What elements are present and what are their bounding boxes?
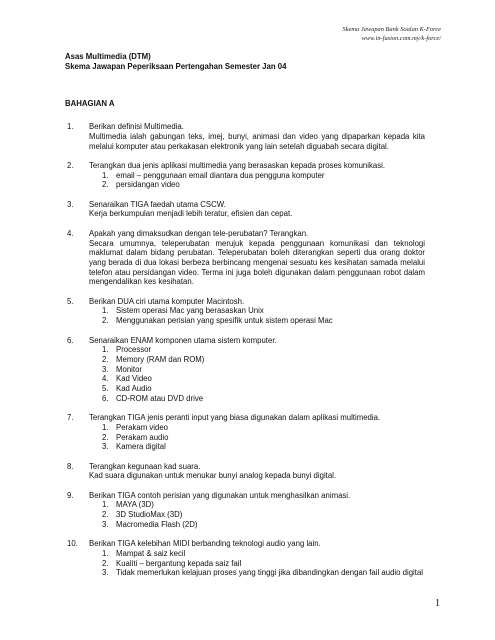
question-body xyxy=(89,491,425,530)
answer-list-item: 2. Perakam audio xyxy=(89,433,425,443)
answer-list xyxy=(89,306,425,325)
answer-item-text: Monitor xyxy=(116,364,142,374)
answer-list-item: 6. CD-ROM atau DVD drive xyxy=(89,394,425,404)
question-text: Terangkan dua jenis aplikasi multimedia yang berasaskan kepada proses komunikasi. xyxy=(89,160,386,170)
question-text: Terangkan TIGA jenis peranti input yang biasa digunakan dalam aplikasi multimedia. xyxy=(89,413,381,423)
question-item xyxy=(65,413,425,452)
answer-list xyxy=(89,171,425,190)
question-number: 6. xyxy=(67,335,74,345)
answer-item-text: 3D StudioMax (3D) xyxy=(116,510,183,520)
question-number: 2. xyxy=(67,160,74,170)
answer-list-item: 4. Kad Video xyxy=(89,374,425,384)
answer-text: Multimedia ialah gabungan teks, imej, bunyi, animasi dan video yang dipaparkan kepada kita melalui komputer atau perkakasan elektronik yang lain setelah diguabah secara digital. xyxy=(89,131,425,151)
answer-item-text: CD-ROM atau DVD drive xyxy=(116,393,204,403)
question-number: 3. xyxy=(67,199,74,209)
question-item xyxy=(65,122,425,151)
question-number: 8. xyxy=(67,461,74,471)
answer-item-text: Processor xyxy=(116,345,152,355)
answer-item-text: Memory (RAM dan ROM) xyxy=(116,354,205,364)
question-item xyxy=(65,539,425,578)
question-text: Berikan TIGA kelebihan MIDI berbanding teknologi audio yang lain. xyxy=(89,539,321,549)
header-line-1: Skema Jawapan Bank Soalan K-Force xyxy=(342,26,441,33)
page-header xyxy=(343,25,441,43)
answer-list-item: 3. Macromedia Flash (2D) xyxy=(89,520,425,530)
answer-item-text: Kad Audio xyxy=(116,384,152,394)
document-body xyxy=(65,52,425,588)
question-body xyxy=(89,336,425,404)
answer-item-text: Perakam audio xyxy=(116,432,169,442)
question-text: Berikan DUA ciri utama komputer Macintosh. xyxy=(89,296,245,306)
question-text: Terangkan kegunaan kad suara. xyxy=(89,461,201,471)
question-body xyxy=(89,462,425,481)
document-title: Asas Multimedia (DTM) xyxy=(65,52,151,61)
answer-list-item: 1. Processor xyxy=(89,345,425,355)
question-list xyxy=(65,122,425,578)
answer-item-text: Menggunakan perisian yang spesifik untuk sistem operasi Mac xyxy=(116,316,333,326)
answer-list-item: 5. Kad Audio xyxy=(89,384,425,394)
answer-list xyxy=(89,423,425,452)
answer-item-text: Macromedia Flash (2D) xyxy=(116,519,198,529)
answer-list-item: 2. Menggunakan perisian yang spesifik untuk sistem operasi Mac xyxy=(89,316,425,326)
answer-list-item: 2. persidangan video xyxy=(89,180,425,190)
question-item xyxy=(65,462,425,481)
answer-item-text: Kualiti – bergantung kepada saiz fail xyxy=(116,558,242,568)
answer-list-item: 2. 3D StudioMax (3D) xyxy=(89,510,425,520)
answer-item-text: email – penggunaan email diantara dua pengguna komputer xyxy=(116,170,325,180)
question-number: 4. xyxy=(67,228,74,238)
answer-list-item: 1. Perakam video xyxy=(89,423,425,433)
question-text: Senaraikan TIGA faedah utama CSCW. xyxy=(89,199,226,209)
question-text: Berikan definisi Multimedia. xyxy=(89,122,184,132)
question-body xyxy=(89,200,425,219)
question-number: 7. xyxy=(67,413,74,423)
section-heading: BAHAGIAN A xyxy=(65,99,115,109)
answer-item-text: persidangan video xyxy=(116,180,180,190)
question-body xyxy=(89,229,425,287)
answer-item-text: Sistem operasi Mac yang berasaskan Unix xyxy=(116,306,264,316)
question-number: 10. xyxy=(67,539,78,549)
question-text: Berikan TIGA contoh perisian yang digunakan untuk menghasilkan animasi. xyxy=(89,490,351,500)
question-item xyxy=(65,297,425,326)
question-body xyxy=(89,539,425,578)
answer-list xyxy=(89,549,425,578)
question-item xyxy=(65,229,425,287)
answer-text: Secara umumnya, teleperubatan merujuk kepada penggunaan komunikasi dan teknologi maklumat dalam bidang perubatan. Teleperubatan boleh diterangkan seperti dua orang doktor yang berada di dua lokasi berbeza berbincang mengenai sesuatu kes kesihatan samada melalui telefon atau persidangan video. Terma ini juga boleh digunakan dalam penggunaan robot dalam mengendalikan kes kesihatan. xyxy=(89,238,425,287)
page-number: 1 xyxy=(435,598,440,609)
answer-list-item: 3. Monitor xyxy=(89,365,425,375)
question-number: 5. xyxy=(67,296,74,306)
answer-list-item: 1. Mampat & saiz kecil xyxy=(89,549,425,559)
answer-text: Kerja berkumpulan menjadi lebih teratur, efisien dan cepat. xyxy=(89,209,293,219)
answer-item-text: Kamera digital xyxy=(116,442,166,452)
answer-text: Kad suara digunakan untuk menukar bunyi analog kepada bunyi digital. xyxy=(89,471,337,481)
question-text: Apakah yang dimaksudkan dengan tele-perubatan? Terangkan. xyxy=(89,228,309,238)
answer-list-item: 1. Sistem operasi Mac yang berasaskan Unix xyxy=(89,306,425,316)
question-text: Senaraikan ENAM komponen utama sistem komputer. xyxy=(89,335,277,345)
question-item xyxy=(65,161,425,190)
question-body xyxy=(89,122,425,151)
answer-list-item: 1. email – penggunaan email diantara dua pengguna komputer xyxy=(89,171,425,181)
question-body xyxy=(89,413,425,452)
answer-list-item: 3. Tidak memerlukan kelajuan proses yang tinggi jika dibandingkan dengan fail audio digital xyxy=(102,568,424,578)
answer-item-text: Perakam video xyxy=(116,422,169,432)
question-number: 1. xyxy=(67,122,74,132)
question-body xyxy=(89,161,425,190)
answer-list-item: 3. Kamera digital xyxy=(89,442,425,452)
question-item xyxy=(65,200,425,219)
header-line-2: www.in-fusion.com.my/k-force/ xyxy=(361,35,441,42)
answer-list-item: 1. MAYA (3D) xyxy=(89,500,425,510)
question-body xyxy=(89,297,425,326)
answer-item-text: Kad Video xyxy=(116,374,152,384)
document-subtitle: Skema Jawapan Peperiksaan Pertengahan Semester Jan 04 xyxy=(65,61,287,71)
question-number: 9. xyxy=(67,490,74,500)
answer-item-text: MAYA (3D) xyxy=(116,500,154,510)
answer-list-item: 2. Kualiti – bergantung kepada saiz fail xyxy=(89,559,425,569)
answer-list xyxy=(89,500,425,529)
answer-item-text: Mampat & saiz kecil xyxy=(116,548,186,558)
answer-item-text: Tidak memerlukan kelajuan proses yang tinggi jika dibandingkan dengan fail audio digital xyxy=(116,568,424,578)
answer-list xyxy=(89,345,425,403)
answer-list-item: 2. Memory (RAM dan ROM) xyxy=(89,355,425,365)
question-item xyxy=(65,491,425,530)
question-item xyxy=(65,336,425,404)
